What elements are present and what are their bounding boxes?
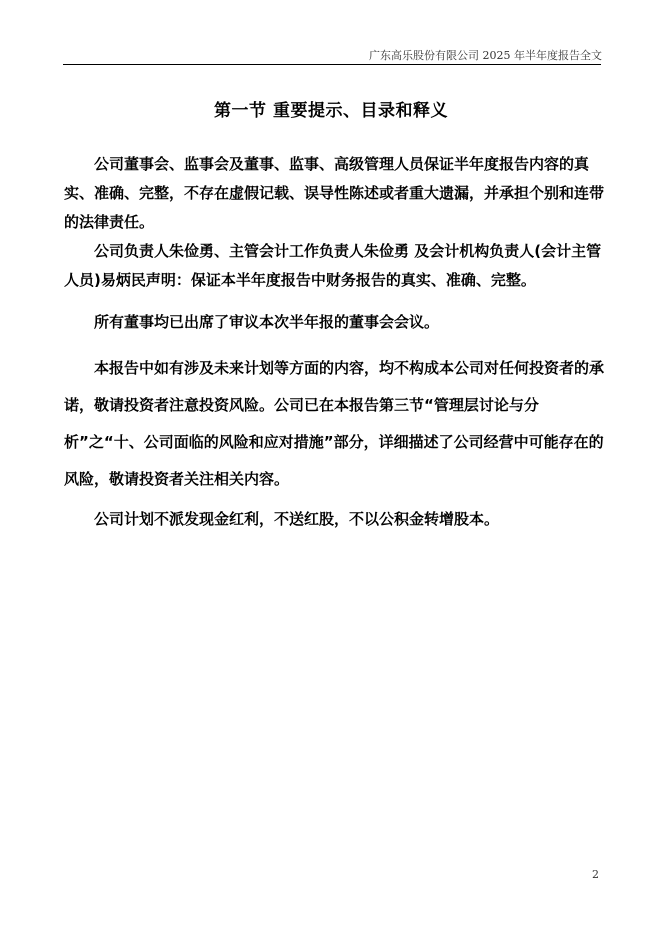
page-number: 2 — [592, 868, 599, 881]
paragraph-risk-warning: 本报告中如有涉及未来计划等方面的内容，均不构成本公司对任何投资者的承诺，敬请投资者注意投资风险。公司已在本报告第三节“管理层讨论与分析”之“十、公司面临的风险和应对措施”部分，详细描述了公司经营中可能存在的风险，敬请投资者关注相关内容。 — [64, 359, 605, 488]
paragraph-board-attendance: 所有董事均已出席了审议本次半年报的董事会会议。 — [94, 313, 440, 331]
paragraph-accuracy-statement: 公司董事会、监事会及董事、监事、高级管理人员保证半年度报告内容的真实、准确、完整，不存在虚假记载、误导性陈述或者重大遗漏，并承担个别和连带的法律责任。 — [64, 155, 605, 231]
paragraph-dividend-plan: 公司计划不派发现金红利，不送红股，不以公积金转增股本。 — [94, 510, 500, 528]
paragraph-responsible-persons: 公司负责人朱俭勇、主管会计工作负责人朱俭勇 及会计机构负责人(会计主管人员)易炳民声明：保证本半年度报告中财务报告的真实、准确、完整。 — [64, 242, 602, 289]
section-title: 第一节 重要提示、目录和释义 — [214, 101, 448, 121]
header-divider — [63, 64, 601, 65]
report-header-title: 广东高乐股份有限公司 2025 年半年度报告全文 — [369, 49, 602, 62]
